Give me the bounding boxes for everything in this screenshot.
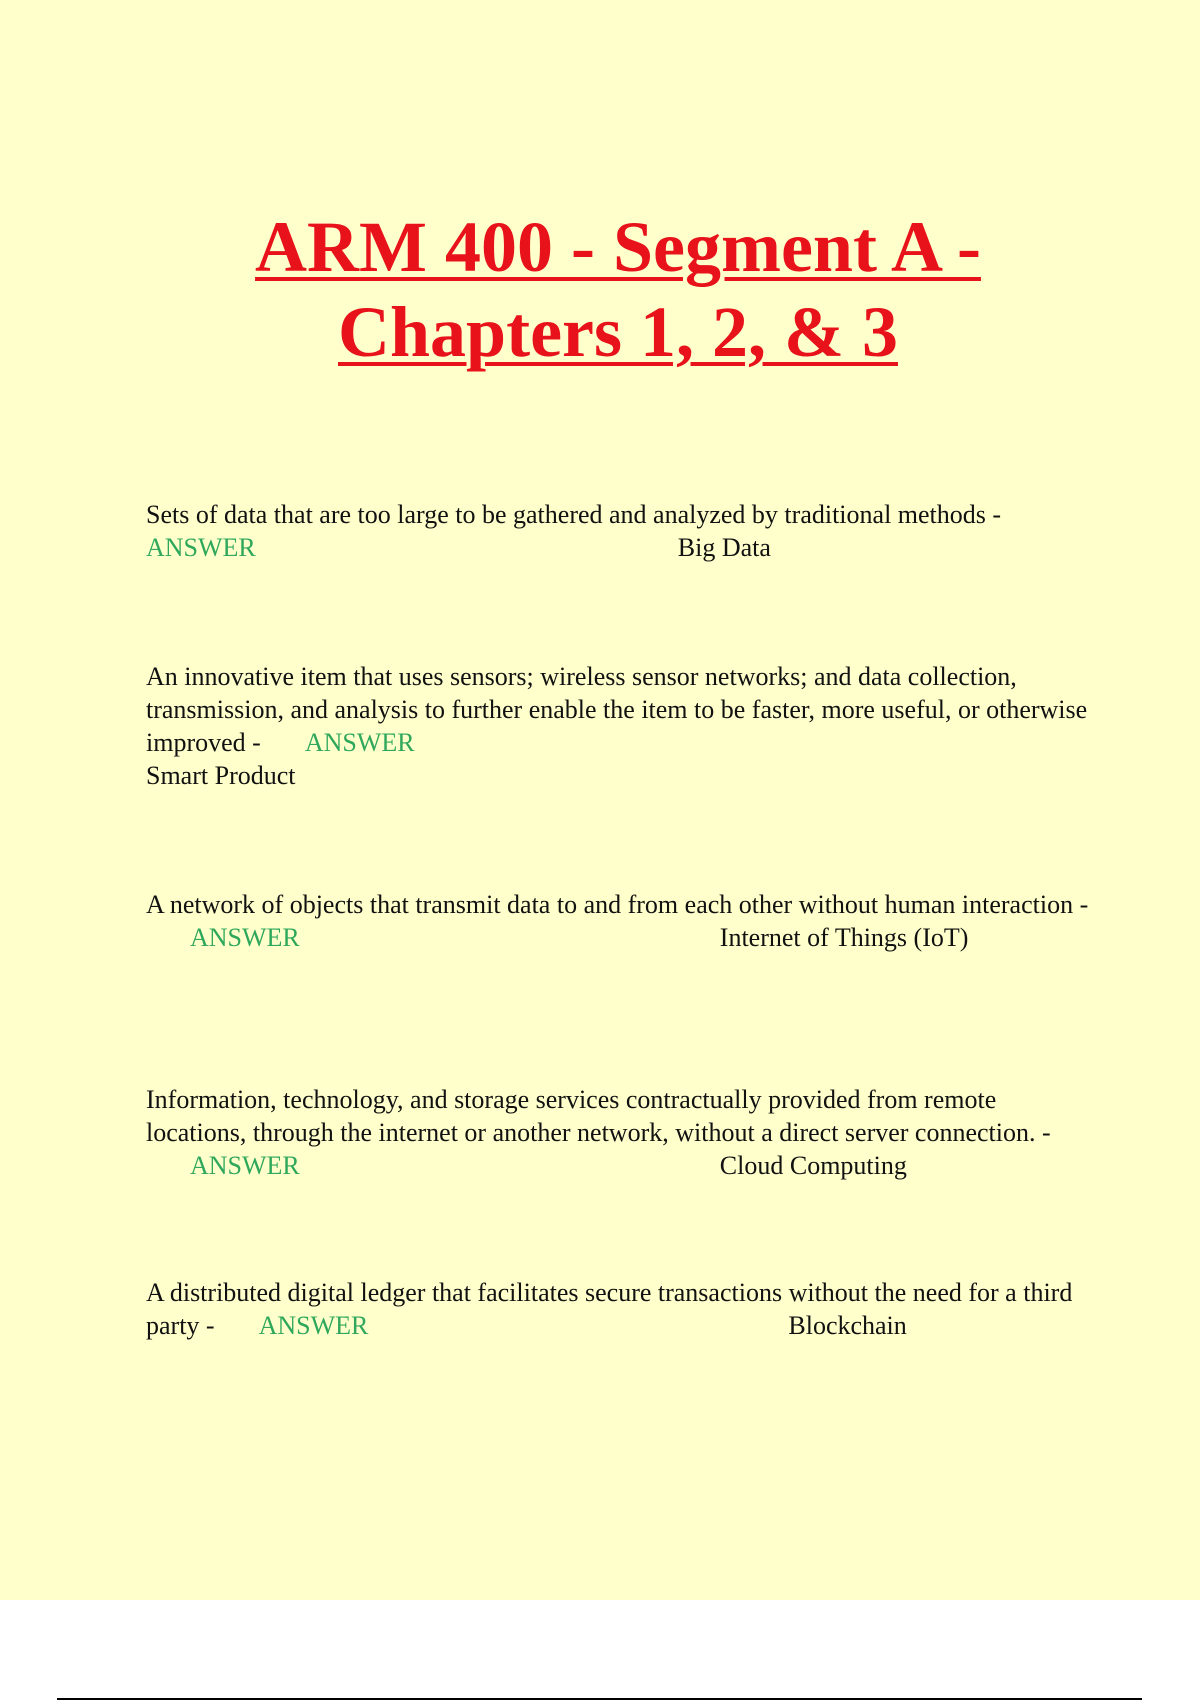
question-text: Information, technology, and storage services contractually provided from remote locations, through the internet or another network, without a direct server connection. -: [146, 1085, 1051, 1147]
answer-label: ANSWER: [190, 1151, 300, 1180]
answer-label: ANSWER: [258, 1311, 369, 1340]
qa-item-iot: [146, 888, 1091, 954]
question-text: An innovative item that uses sensors; wireless sensor networks; and data collection, transmission, and analysis to further enable the item to be faster, more useful, or otherwise improved -: [146, 662, 1088, 757]
question-text: A distributed digital ledger that facilitates secure transactions without the need for a third party -: [146, 1278, 1073, 1340]
answer-text: Cloud Computing: [719, 1151, 907, 1180]
question-text: A network of objects that transmit data to and from each other without human interaction -: [146, 890, 1089, 919]
question-text: Sets of data that are too large to be gathered and analyzed by traditional methods -: [146, 500, 1002, 529]
qa-item-blockchain: [146, 1276, 1091, 1342]
qa-item-smart-product: [146, 660, 1091, 792]
answer-text: Big Data: [677, 533, 771, 562]
qa-item-cloud-computing: [146, 1083, 1091, 1182]
qa-item-big-data: [146, 498, 1091, 564]
answer-text: Internet of Things (IoT): [719, 923, 969, 952]
document-title: [0, 205, 1200, 375]
title-line-1: ARM 400 - Segment A -: [255, 207, 981, 287]
answer-label: ANSWER: [190, 923, 300, 952]
answer-text: Blockchain: [788, 1311, 907, 1340]
answer-label: ANSWER: [146, 533, 256, 562]
answer-label: ANSWER: [304, 728, 415, 757]
title-line-2: Chapters 1, 2, & 3: [338, 292, 898, 372]
answer-text: Smart Product: [146, 761, 296, 790]
